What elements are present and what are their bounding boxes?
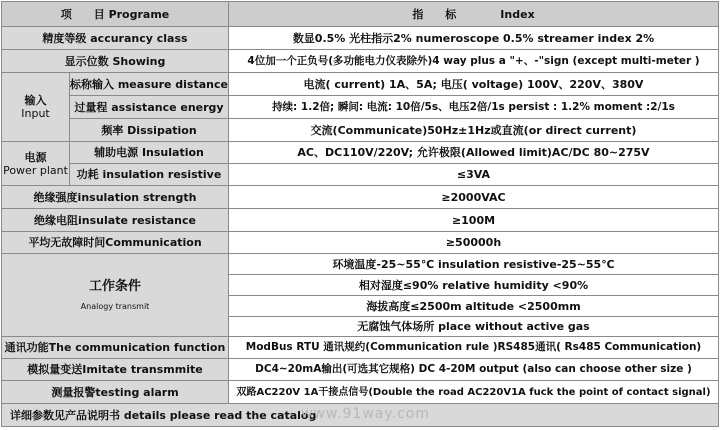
input-group-cn: 输入 [24,94,47,107]
consume-value: ≤3VA [228,163,719,186]
header-index: 指 标 Index [228,1,719,27]
working-temp: 环境温度-25~55℃ insulation resistive-25~55℃ [228,253,719,275]
overload-label: 过量程 assistance energy [69,95,229,119]
insulation-strength-value: ≥2000VAC [228,185,719,209]
accuracy-label: 精度等级 accurancy class [1,26,229,50]
measure-label: 标称输入 measure distance [69,72,229,96]
accuracy-value: 数显0.5% 光柱指示2% numeroscope 0.5% streamer index 2% [228,26,719,50]
measure-value: 电流( current) 1A、5A; 电压( voltage) 100V、220V、380V [228,72,719,96]
header-item: 项 目 Programe [1,1,229,27]
comm-value: ModBus RTU 通讯规约(Communication rule )RS485通讯( Rs485 Communication) [228,336,719,359]
insulation-resist-label: 绝缘电阻insulate resistance [1,208,229,232]
watermark: www.91way.com [301,406,430,422]
alarm-value: 双路AC220V 1A干接点信号(Double the road AC220V1A fuck the point of contact signal) [228,380,719,404]
consume-label: 功耗 insulation resistive [69,163,229,186]
comm-label: 通讯功能The communication function [1,336,229,359]
input-group-en: Input [21,107,50,120]
overload-value: 持续: 1.2倍; 瞬间: 电流: 10倍/5s、电压2倍/1s persist : 1.2% moment :2/1s [228,95,719,119]
working-group-cn: 工作条件 [88,278,141,294]
insulation-strength-label: 绝缘强度insulation strength [1,185,229,209]
working-group-en: Analogy transmit [80,301,150,311]
alarm-label: 测量报警testing alarm [1,380,229,404]
working-altitude: 海拔高度≤2500m altitude <2500mm [228,295,719,317]
insulation-resist-value: ≥100M [228,208,719,232]
display-value: 4位加一个正负号(多功能电力仪表除外)4 way plus a "+、-"sign (except multi-meter ) [228,49,719,73]
analog-value: DC4~20mA输出(可选其它规格) DC 4-20M output (also can choose other size ) [228,358,719,381]
aux-power-value: AC、DC110V/220V; 允许极限(Allowed limit)AC/DC 80~275V [228,141,719,164]
input-group [1,72,70,142]
aux-power-label: 辅助电源 Insulation [69,141,229,164]
spec-table [1,1,719,427]
freq-value: 交流(Communicate)50Hz±1Hz或直流(or direct current) [228,118,719,142]
power-group [1,141,70,186]
footer-note: 详细参数见产品说明书 details please read the catalog [1,403,719,427]
freq-label: 频率 Dissipation [69,118,229,142]
working-place: 无腐蚀气体场所 place without active gas [228,316,719,337]
mtbf-value: ≥50000h [228,231,719,254]
power-group-cn: 电源 [24,150,47,164]
mtbf-label: 平均无故障时间Communication [1,231,229,254]
display-label: 显示位数 Showing [1,49,229,73]
power-group-en: Power plant [3,163,68,177]
working-group [1,253,229,337]
working-humidity: 相对湿度≤90% relative humidity <90% [228,274,719,296]
analog-label: 模拟量变送Imitate transmmite [1,358,229,381]
